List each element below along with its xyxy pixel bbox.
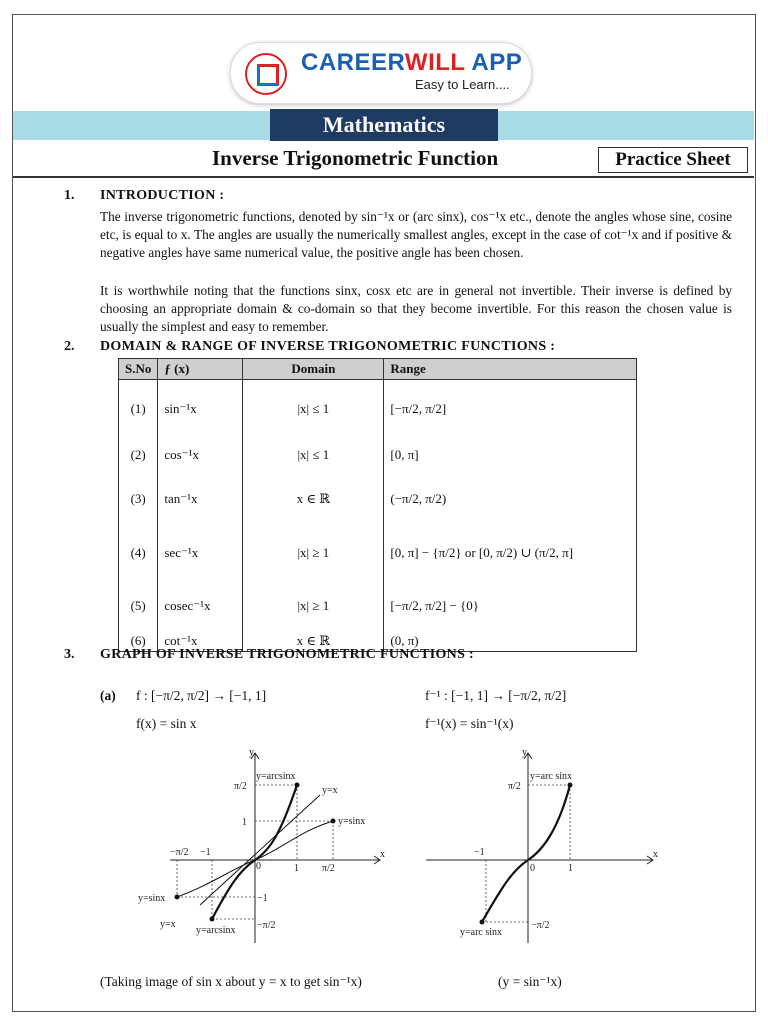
f-mapping: f : [−π/2, π/2] → [−1, 1]	[136, 688, 267, 703]
origin-label: 0	[256, 861, 261, 872]
section3-number: 3.	[64, 647, 75, 662]
tick-label: π/2	[234, 781, 247, 792]
brand-logo	[230, 42, 532, 104]
row-domain: |x| ≤ 1	[243, 380, 384, 438]
row-function: cosec⁻¹x	[158, 580, 243, 632]
curve-label: y=sinx	[138, 893, 166, 904]
section1-number: 1.	[64, 188, 75, 203]
finv-mapping: f⁻¹ : [−1, 1] → [−π/2, π/2]	[425, 688, 567, 703]
domain-range-table	[118, 358, 637, 652]
curve-label: y=arc sinx	[460, 927, 503, 938]
origin-label: 0	[530, 863, 535, 874]
part-a-label: (a)	[100, 688, 116, 703]
row-range: (0, π)	[384, 632, 637, 652]
tick-label: −π/2	[170, 847, 189, 858]
point-marker	[295, 783, 300, 788]
tick-label: −1	[257, 893, 268, 904]
f-definition: f(x) = sin x	[136, 716, 197, 731]
row-function: cos⁻¹x	[158, 438, 243, 472]
section1-title: INTRODUCTION :	[100, 188, 225, 203]
row-sno: (5)	[119, 580, 158, 632]
row-domain: |x| ≥ 1	[243, 580, 384, 632]
section1-paragraph-2: It is worthwhile noting that the functions sinx, cosx etc are in general not invertible. Their inverse is defined by choosing an appropriate domain & co-domain so that they become invertible. For this reason the chosen value is usually the simplest and easy to remember.	[100, 283, 732, 334]
tick-label: −1	[200, 847, 211, 858]
table-header-range: Range	[384, 359, 637, 380]
point-marker	[331, 819, 336, 824]
axis-label: y	[522, 747, 527, 758]
row-domain: x ∈ ℝ	[243, 632, 384, 652]
row-sno: (1)	[119, 380, 158, 438]
finv-definition: f⁻¹(x) = sin⁻¹(x)	[425, 716, 514, 731]
point-marker	[210, 917, 215, 922]
tick-label: π/2	[322, 863, 335, 874]
section2-number: 2.	[64, 339, 75, 354]
logo-badge-icon	[245, 53, 287, 95]
tick-label: 1	[242, 817, 247, 828]
curve-label: y=x	[322, 785, 338, 796]
tick-label: 1	[568, 863, 573, 874]
point-marker	[568, 783, 573, 788]
row-function: sec⁻¹x	[158, 526, 243, 580]
row-function: tan⁻¹x	[158, 472, 243, 526]
row-function: sin⁻¹x	[158, 380, 243, 438]
section2-title: DOMAIN & RANGE OF INVERSE TRIGONOMETRIC FUNCTIONS :	[100, 339, 556, 354]
axis-label: x	[653, 849, 658, 860]
row-domain: |x| ≥ 1	[243, 526, 384, 580]
tick-label: −1	[474, 847, 485, 858]
curve-label: y=arc sinx	[530, 771, 573, 782]
tick-label: −π/2	[257, 920, 276, 931]
row-range: [0, π] − {π/2} or [0, π/2) ∪ (π/2, π]	[384, 526, 637, 580]
row-sno: (3)	[119, 472, 158, 526]
table-row	[119, 438, 637, 472]
tick-label: π/2	[508, 781, 521, 792]
table-row	[119, 526, 637, 580]
table-header-sno: S.No	[119, 359, 158, 380]
row-function: cot⁻¹x	[158, 632, 243, 652]
brand-name: CAREERWILL APP	[301, 49, 523, 76]
caption-left: (Taking image of sin x about y = x to get sin⁻¹x)	[100, 974, 362, 989]
line-y-equals-x	[200, 795, 320, 905]
row-range: [−π/2, π/2] − {0}	[384, 580, 637, 632]
row-range: (−π/2, π/2)	[384, 472, 637, 526]
table-header-fx: ƒ (x)	[158, 359, 243, 380]
curve-label: y=x	[160, 919, 176, 930]
point-marker	[175, 895, 180, 900]
row-sno: (4)	[119, 526, 158, 580]
table-row	[119, 580, 637, 632]
topic-title: Inverse Trigonometric Function	[212, 146, 499, 170]
section1-paragraph-1: The inverse trigonometric functions, denoted by sin⁻¹x or (arc sinx), cos⁻¹x etc., denote the angles whose sine, cosine etc, is equal to x. The angles are usually the numerically smallest angles, except in the case of cot⁻¹x and if positive & negative angles have same numerical value, the positive angle has been chosen.	[100, 209, 732, 260]
table-row	[119, 472, 637, 526]
tick-label: 1	[294, 863, 299, 874]
curve-label: y=arcsinx	[256, 771, 296, 782]
arcsin-curve	[482, 785, 570, 922]
tick-label: −π/2	[531, 920, 550, 931]
table-header-domain: Domain	[243, 359, 384, 380]
curve-label: y=sinx	[338, 816, 366, 827]
row-domain: x ∈ ℝ	[243, 472, 384, 526]
row-range: [0, π]	[384, 438, 637, 472]
table-row	[119, 380, 637, 438]
point-marker	[480, 920, 485, 925]
sheet-type-label: Practice Sheet	[598, 147, 748, 173]
caption-right: (y = sin⁻¹x)	[498, 974, 562, 989]
brand-tagline: Easy to Learn....	[415, 77, 510, 92]
header-divider	[13, 176, 754, 178]
graph-right	[418, 745, 668, 945]
axis-label: y	[249, 747, 254, 758]
section3-title: GRAPH OF INVERSE TRIGONOMETRIC FUNCTIONS :	[100, 647, 474, 662]
row-sno: (2)	[119, 438, 158, 472]
row-sno: (6)	[119, 632, 158, 652]
axis-label: x	[380, 849, 385, 860]
subject-title: Mathematics	[270, 109, 498, 141]
row-range: [−π/2, π/2]	[384, 380, 637, 438]
row-domain: |x| ≤ 1	[243, 438, 384, 472]
curve-label: y=arcsinx	[196, 925, 236, 936]
graph-left	[130, 745, 400, 945]
